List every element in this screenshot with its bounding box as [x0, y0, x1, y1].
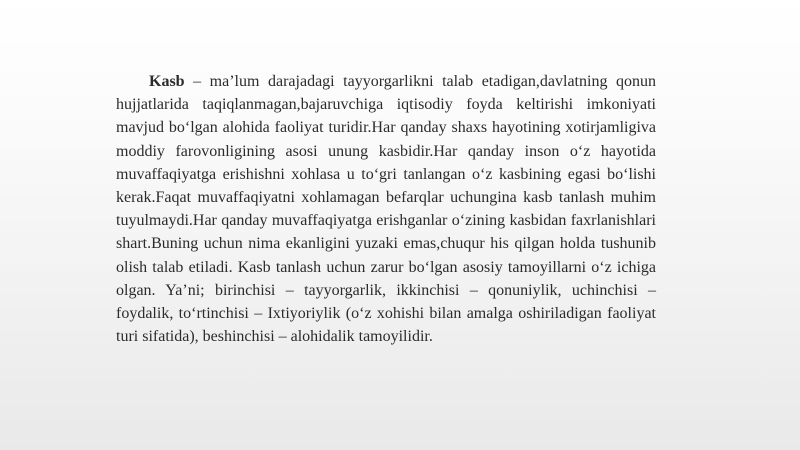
definition-paragraph [116, 70, 656, 348]
term-kasb: Kasb [149, 73, 185, 90]
definition-text: – ma’lum darajadagi tayyorgarlikni talab etadigan,davlatning qonun hujjatlarida taqiqlanmagan,bajaruvchiga iqtisodiy foyda keltirishi imkoniyati mavjud bo‘lgan alohida faoliyat turidir.Har qanday shaxs hayotining xotirjamligiva moddiy farovonligining asosi unung kasbidir.Har qanday inson o‘z hayotida muvaffaqiyatga erishishni xohlasa u to‘gri tanlangan o‘z kasbining egasi bo‘lishi kerak.Faqat muvaffaqiyatni xohlamagan befarqlar uchungina kasb tanlash muhim tuyulmaydi.Har qanday muvaffaqiyatga erishganlar o‘zining kasbidan faxrlanishlari shart.Buning uchun nima ekanligini yuzaki emas,chuqur his qilgan holda tushunib olish talab etiladi. Kasb tanlash uchun zarur bo‘lgan asosiy tamoyillarni o‘z ichiga olgan. Ya’ni; birinchisi – tayyorgarlik, ikkinchisi – qonuniylik, uchinchisi – foydalik, to‘rtinchisi – Ixtiyoriylik (o‘z xohishi bilan amalga oshiriladigan faoliyat turi sifatida), beshinchisi – alohidalik tamoyilidir. [116, 73, 656, 346]
